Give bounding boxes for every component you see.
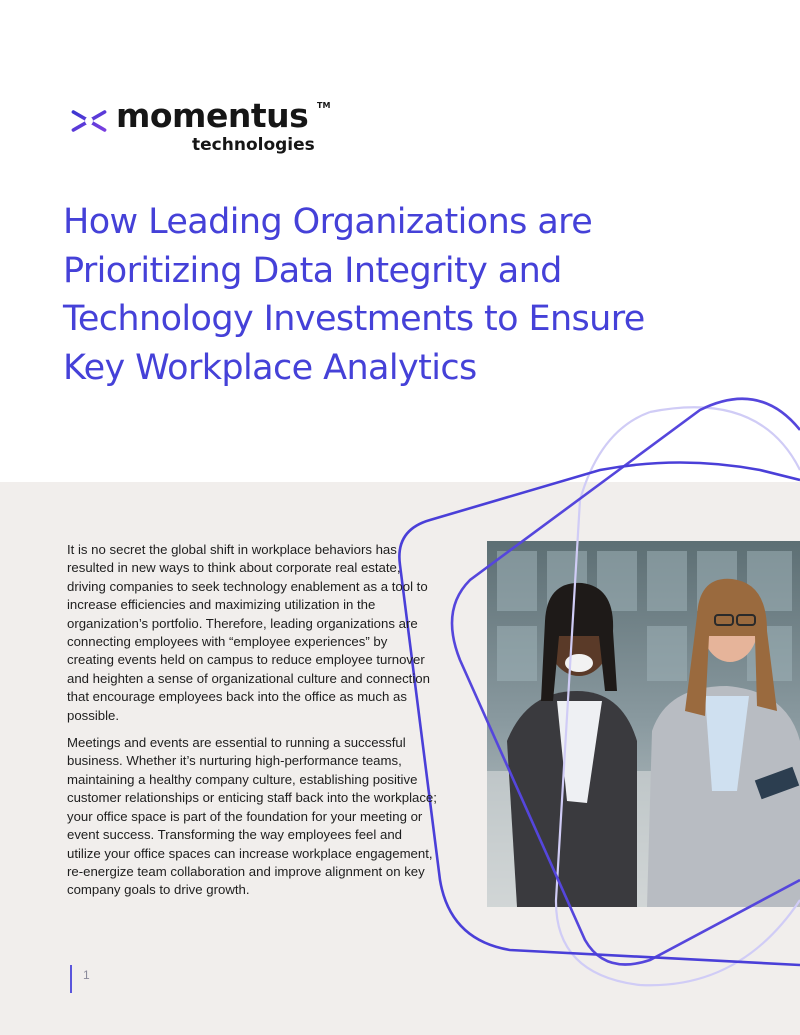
company-logo <box>68 96 338 160</box>
logo-trademark: TM <box>317 101 331 110</box>
logo-subtitle: technologies <box>192 135 315 155</box>
asterisk-logo-icon <box>68 100 110 142</box>
page-number: 1 <box>83 968 90 982</box>
body-paragraph-1: It is no secret the global shift in workplace behaviors has resulted in new ways to think about corporate real estate, driving companies to seek technology enablement as a tool to increase efficiencies and maximizing utilization in the organization’s portfolio. Therefore, leading organizations are connecting employees with “employee experiences” by creating events held on campus to reduce employee turnover and heighten a sense of organizational culture and connection that encourage employees back into the office as much as possible. <box>67 542 430 723</box>
body-paragraph-2: Meetings and events are essential to running a successful business. Whether it’s nurturing high-performance teams, maintaining a healthy company culture, establishing positive customer relationships or enticing staff back into the workplace; your office space is part of the foundation for your meeting or event success. Transforming the way employees feel and utilize your office spaces can increase workplace engagement, re-energize team collaboration and improve alignment on key company goals to drive growth. <box>67 735 437 898</box>
page-number-divider <box>70 965 72 993</box>
hero-photo <box>487 541 800 907</box>
page-title: How Leading Organizations are Prioritizing Data Integrity and Technology Investments to Ensure Key Workplace Analytics <box>63 202 645 388</box>
photo-two-businesswomen-icon <box>487 541 800 907</box>
body-text <box>67 541 437 909</box>
logo-wordmark: momentus <box>116 96 309 135</box>
